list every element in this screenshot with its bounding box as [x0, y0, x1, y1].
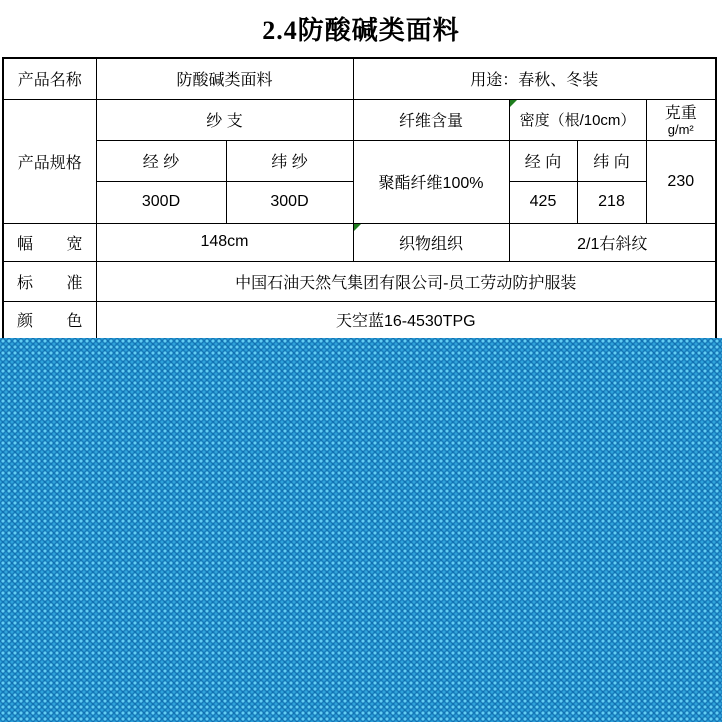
weft-density-value: 218: [577, 181, 646, 223]
yarn-count-header: 纱 支: [96, 99, 353, 140]
fabric-swatch-image: [0, 338, 722, 722]
color-value: 天空蓝16-4530TPG: [96, 301, 716, 339]
table-row: [3, 58, 716, 99]
width-value: 148cm: [96, 223, 353, 261]
width-label-char: 宽: [66, 235, 83, 253]
table-row: [3, 140, 716, 181]
color-label-char: 色: [66, 313, 83, 331]
standard-label: [3, 261, 96, 301]
width-label: [3, 223, 96, 261]
warp-yarn-header: 经 纱: [96, 140, 226, 181]
product-name-value: 防酸碱类面料: [96, 58, 353, 99]
standard-value: 中国石油天然气集团有限公司-员工劳动防护服装: [96, 261, 716, 301]
product-spec-table: [2, 57, 717, 340]
spec-label: 产品规格: [3, 99, 96, 223]
fiber-content-header: 纤维含量: [353, 99, 509, 140]
product-name-label: 产品名称: [3, 58, 96, 99]
weave-header-text: 织物组织: [399, 235, 464, 253]
page-title: 2.4防酸碱类面料: [262, 16, 460, 45]
color-label: [3, 301, 96, 339]
table-row: [3, 99, 716, 140]
error-marker-icon: [510, 100, 517, 107]
color-label-char: 颜: [17, 313, 34, 331]
weave-header: [353, 223, 509, 261]
table-row: [3, 301, 716, 339]
error-marker-icon: [354, 224, 361, 231]
weight-header: 克重: [664, 105, 697, 122]
weft-yarn-value: 300D: [226, 181, 353, 223]
weft-yarn-header: 纬 纱: [226, 140, 353, 181]
fiber-content-value: 聚酯纤维100%: [353, 140, 509, 223]
standard-label-char: 标: [17, 274, 34, 292]
weight-header-cell: [646, 99, 716, 140]
warp-yarn-value: 300D: [96, 181, 226, 223]
density-header: [509, 99, 646, 140]
weight-unit: g/m²: [667, 122, 694, 137]
weight-value: 230: [646, 140, 716, 223]
standard-label-char: 准: [66, 274, 83, 292]
density-header-text: 密度（根/10cm）: [519, 112, 636, 129]
table-row: [3, 261, 716, 301]
weave-value: 2/1右斜纹: [509, 223, 716, 261]
usage-value: 用途：春秋、冬装: [353, 58, 716, 99]
width-label-char: 幅: [17, 235, 34, 253]
weft-dir-header: 纬 向: [577, 140, 646, 181]
warp-density-value: 425: [509, 181, 577, 223]
table-row: [3, 223, 716, 261]
warp-dir-header: 经 向: [509, 140, 577, 181]
